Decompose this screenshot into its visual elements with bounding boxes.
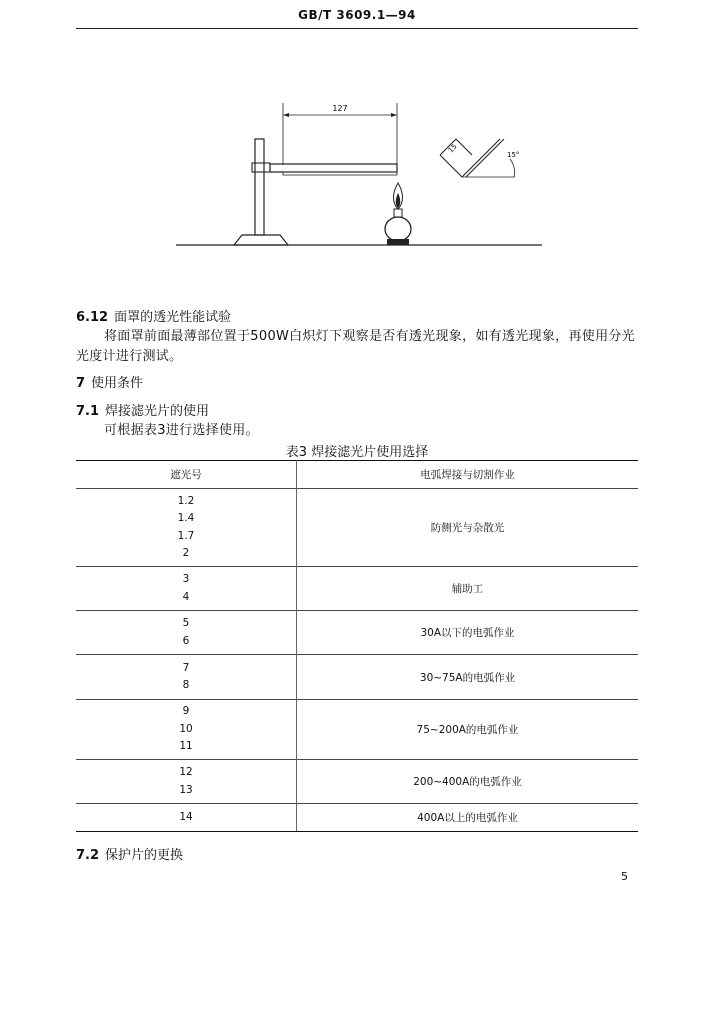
table-row — [76, 655, 638, 700]
section-7-1-heading — [76, 402, 209, 422]
table-row — [76, 804, 638, 832]
section-7-heading — [76, 374, 143, 394]
apparatus-drawing — [170, 95, 550, 255]
dimension-label: 127 — [332, 104, 348, 113]
usage-cell: 200~400A的电弧作业 — [297, 760, 639, 804]
usage-cell: 30~75A的电弧作业 — [297, 655, 639, 700]
table-header-row — [76, 461, 638, 489]
shade-cell: 7 8 — [76, 655, 297, 700]
section-title: 使用条件 — [91, 376, 144, 391]
section-title: 面罩的透光性能试验 — [114, 310, 232, 325]
section-title: 保护片的更换 — [105, 848, 184, 863]
section-6-12-heading — [76, 308, 231, 328]
usage-cell: 30A以下的电弧作业 — [297, 611, 639, 655]
small-dimension-label: 15 — [446, 142, 459, 155]
header-usage: 电弧焊接与切割作业 — [297, 461, 639, 489]
section-number: 7.2 — [76, 848, 100, 863]
table-caption: 表3 焊接滤光片使用选择 — [285, 445, 429, 460]
usage-cell: 防侧光与杂散光 — [297, 489, 639, 567]
page-header: GB/T 3609.1—94 — [298, 8, 416, 22]
usage-cell: 辅助工 — [297, 567, 639, 611]
header-rule — [76, 28, 638, 29]
shade-cell: 5 6 — [76, 611, 297, 655]
header-shade-number: 遮光号 — [76, 461, 297, 489]
section-7-1-paragraph: 可根据表3进行选择使用。 — [104, 423, 259, 438]
shade-cell: 1.2 1.4 1.7 2 — [76, 489, 297, 567]
section-7-2-heading — [76, 846, 183, 866]
table-row — [76, 489, 638, 567]
section-number: 7.1 — [76, 404, 100, 419]
table-row — [76, 611, 638, 655]
usage-cell: 75~200A的电弧作业 — [297, 700, 639, 760]
shade-cell: 3 4 — [76, 567, 297, 611]
test-apparatus-figure — [170, 95, 550, 255]
section-number: 7 — [76, 376, 86, 391]
usage-cell: 400A以上的电弧作业 — [297, 804, 639, 832]
section-number: 6.12 — [76, 310, 109, 325]
section-title: 焊接滤光片的使用 — [105, 404, 210, 419]
table-row — [76, 567, 638, 611]
shade-cell: 9 10 11 — [76, 700, 297, 760]
section-6-12-paragraph: 将面罩前面最薄部位置于500W白炽灯下观察是否有透光现象，如有透光现象，再使用分光光度计进行测试。 — [76, 329, 635, 364]
page-number: 5 — [621, 870, 628, 883]
shade-cell: 12 13 — [76, 760, 297, 804]
filter-selection-table — [76, 460, 638, 832]
table-row — [76, 700, 638, 760]
table-row — [76, 760, 638, 804]
shade-cell: 14 — [76, 804, 297, 832]
angle-label: 15° — [507, 151, 520, 159]
